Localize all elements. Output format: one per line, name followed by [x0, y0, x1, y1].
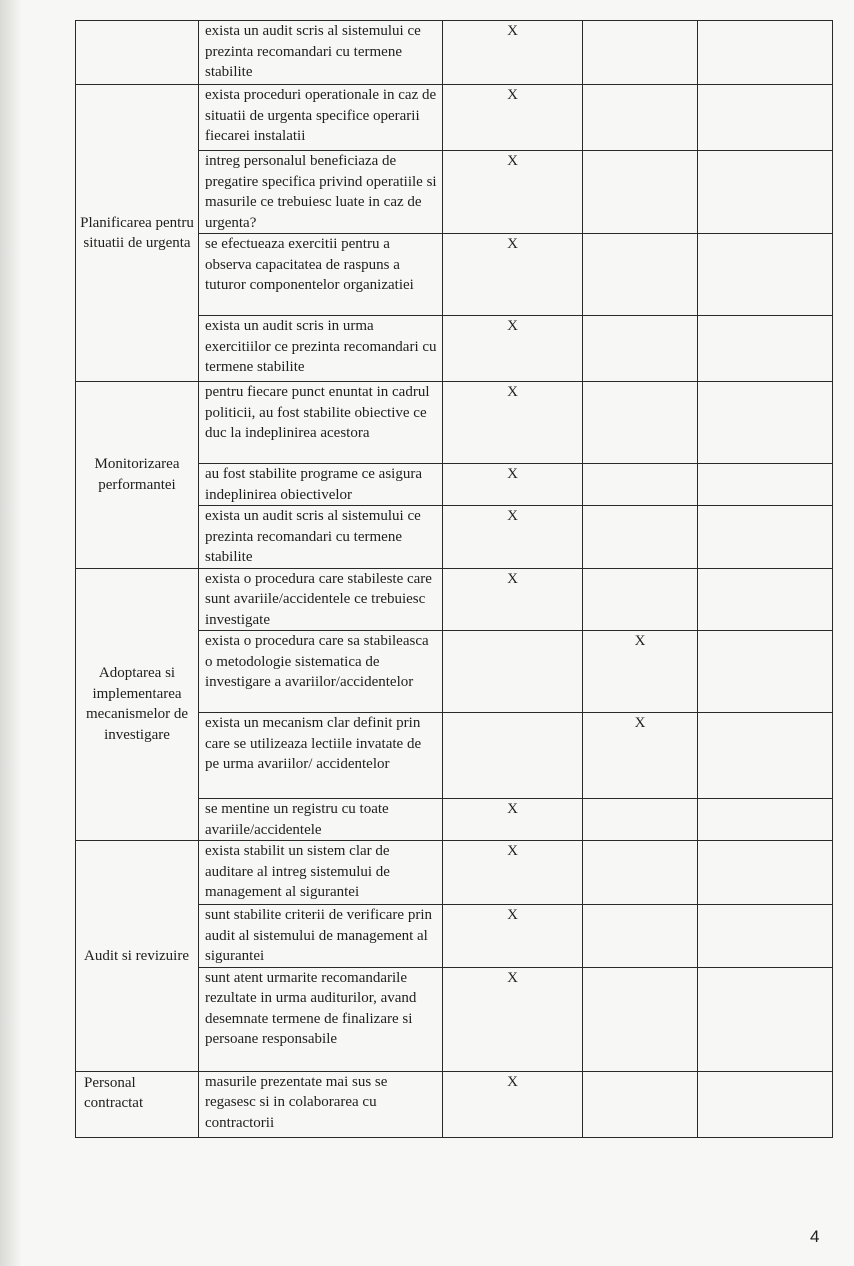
criterion-cell: intreg personalul beneficiaza de pregatire specifica privind operatiile si masurile ce trebuiesc luate in caz de urgenta?: [199, 151, 443, 234]
mark-cell-col3: [698, 631, 833, 713]
mark-cell-col3: [698, 316, 833, 382]
category-cell: [76, 21, 199, 85]
mark-cell-col1: X: [443, 151, 583, 234]
page-edge-shadow: [0, 0, 22, 1266]
mark-cell-col3: [698, 841, 833, 905]
mark-cell-col2: [583, 464, 698, 506]
mark-cell-col2: [583, 506, 698, 569]
safety-checklist-table: [75, 20, 833, 1138]
category-cell: Planificarea pentru situatii de urgenta: [76, 85, 199, 382]
mark-cell-col2: [583, 967, 698, 1071]
criterion-cell: exista un audit scris al sistemului ce prezinta recomandari cu termene stabilite: [199, 506, 443, 569]
mark-cell-col2: X: [583, 631, 698, 713]
mark-cell-col2: [583, 382, 698, 464]
criterion-cell: pentru fiecare punct enuntat in cadrul politicii, au fost stabilite obiective ce duc la indeplinirea acestora: [199, 382, 443, 464]
mark-cell-col1: [443, 631, 583, 713]
mark-cell-col1: X: [443, 799, 583, 841]
criterion-cell: sunt atent urmarite recomandarile rezultate in urma auditurilor, avand desemnate termene de finalizare si persoane responsabile: [199, 967, 443, 1071]
mark-cell-col1: X: [443, 841, 583, 905]
mark-cell-col2: X: [583, 713, 698, 799]
mark-cell-col2: [583, 21, 698, 85]
mark-cell-col1: X: [443, 316, 583, 382]
page-number: 4: [810, 1227, 820, 1246]
mark-cell-col3: [698, 905, 833, 968]
mark-cell-col1: X: [443, 21, 583, 85]
table-row: [76, 85, 833, 151]
mark-cell-col3: [698, 967, 833, 1071]
mark-cell-col1: X: [443, 506, 583, 569]
criterion-cell: au fost stabilite programe ce asigura indeplinirea obiectivelor: [199, 464, 443, 506]
mark-cell-col2: [583, 234, 698, 316]
category-cell: Audit si revizuire: [76, 841, 199, 1072]
criterion-cell: exista o procedura care sa stabileasca o metodologie sistematica de investigare a avariilor/accidentelor: [199, 631, 443, 713]
table-row: [76, 841, 833, 905]
mark-cell-col2: [583, 1071, 698, 1137]
mark-cell-col1: X: [443, 1071, 583, 1137]
mark-cell-col3: [698, 85, 833, 151]
mark-cell-col3: [698, 21, 833, 85]
mark-cell-col3: [698, 1071, 833, 1137]
category-cell: Personal contractat: [76, 1071, 199, 1137]
mark-cell-col1: X: [443, 568, 583, 631]
mark-cell-col2: [583, 799, 698, 841]
mark-cell-col2: [583, 905, 698, 968]
mark-cell-col2: [583, 316, 698, 382]
mark-cell-col3: [698, 151, 833, 234]
mark-cell-col1: X: [443, 464, 583, 506]
mark-cell-col2: [583, 151, 698, 234]
mark-cell-col2: [583, 841, 698, 905]
mark-cell-col1: [443, 713, 583, 799]
table-row: [76, 568, 833, 631]
criterion-cell: exista o procedura care stabileste care sunt avariile/accidentele ce trebuiesc investigate: [199, 568, 443, 631]
table-row: [76, 21, 833, 85]
mark-cell-col3: [698, 799, 833, 841]
criterion-cell: exista proceduri operationale in caz de situatii de urgenta specifice operarii fiecarei instalatii: [199, 85, 443, 151]
criterion-cell: exista un mecanism clar definit prin care se utilizeaza lectiile invatate de pe urma avariilor/ accidentelor: [199, 713, 443, 799]
mark-cell-col3: [698, 713, 833, 799]
table-row: [76, 1071, 833, 1137]
mark-cell-col3: [698, 506, 833, 569]
criterion-cell: sunt stabilite criterii de verificare prin audit al sistemului de management al sigurantei: [199, 905, 443, 968]
mark-cell-col3: [698, 464, 833, 506]
criterion-cell: exista un audit scris in urma exercitiilor ce prezinta recomandari cu termene stabilite: [199, 316, 443, 382]
criterion-cell: exista stabilit un sistem clar de auditare al intreg sistemului de management al sigurantei: [199, 841, 443, 905]
mark-cell-col3: [698, 568, 833, 631]
mark-cell-col2: [583, 85, 698, 151]
mark-cell-col1: X: [443, 967, 583, 1071]
mark-cell-col2: [583, 568, 698, 631]
mark-cell-col3: [698, 234, 833, 316]
category-cell: Adoptarea si implementarea mecanismelor de investigare: [76, 568, 199, 841]
criterion-cell: se mentine un registru cu toate avariile/accidentele: [199, 799, 443, 841]
mark-cell-col1: X: [443, 234, 583, 316]
criterion-cell: se efectueaza exercitii pentru a observa capacitatea de raspuns a tuturor componentelor organizatiei: [199, 234, 443, 316]
mark-cell-col1: X: [443, 905, 583, 968]
criterion-cell: exista un audit scris al sistemului ce prezinta recomandari cu termene stabilite: [199, 21, 443, 85]
criterion-cell: masurile prezentate mai sus se regasesc si in colaborarea cu contractorii: [199, 1071, 443, 1137]
table-row: [76, 382, 833, 464]
mark-cell-col3: [698, 382, 833, 464]
mark-cell-col1: X: [443, 85, 583, 151]
category-cell: Monitorizarea performantei: [76, 382, 199, 569]
mark-cell-col1: X: [443, 382, 583, 464]
